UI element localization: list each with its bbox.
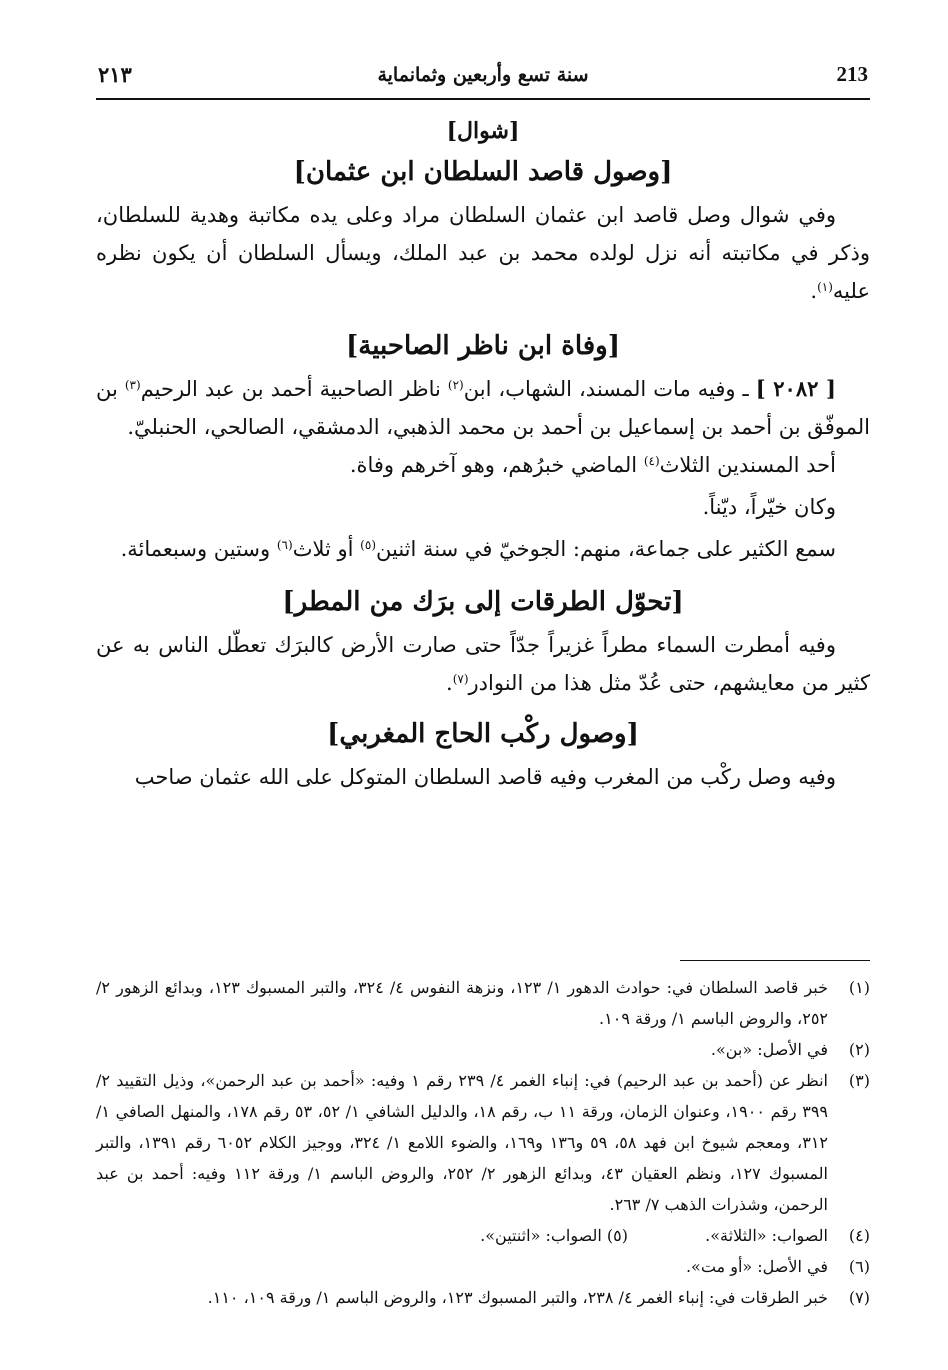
page-header	[96, 58, 870, 98]
running-title: سنة تسع وأربعين وثمانماية	[377, 64, 589, 86]
footnote	[96, 1065, 870, 1220]
footnote-number: (١)	[848, 978, 870, 997]
main-text	[96, 112, 870, 796]
section-heading: [وصول ركْب الحاج المغربي]	[327, 719, 639, 749]
paragraph-text: ناظر الصاحبية أحمد بن عبد الرحيم	[140, 377, 448, 401]
biography-entry	[96, 370, 870, 446]
footnote	[96, 1034, 870, 1065]
footnote-number: (٤)	[848, 1226, 870, 1245]
footnote-text: الصواب: «الثلاثة».	[705, 1226, 828, 1245]
footnote-ref: (٦)	[276, 538, 293, 552]
header-rule	[96, 98, 870, 100]
footnote-number: (٣)	[848, 1071, 870, 1090]
footnote-pair	[96, 1220, 828, 1251]
footnote-ref: (٣)	[124, 378, 141, 392]
paragraph: وفيه وصل ركْب من المغرب وفيه قاصد السلطان المتوكل على الله عثمان صاحب	[134, 765, 836, 789]
paragraph	[96, 530, 870, 568]
page-number-arabic: ٢١٣	[98, 62, 132, 87]
section-heading: [وصول قاصد السلطان ابن عثمان]	[293, 157, 673, 187]
page-number-latin: 213	[836, 62, 868, 86]
month-heading: [شوال]	[446, 118, 520, 144]
footnote-text: في الأصل: «بن».	[710, 1040, 828, 1059]
footnote-ref: (١)	[817, 280, 833, 294]
paragraph-text: سمع الكثير على جماعة، منهم: الجوخيّ في سنة اثنين	[376, 537, 836, 561]
paragraph-text: وفيه أمطرت السماء مطراً غزيراً جدّاً حتى صارت الأرض كالبرَك تعطّل الناس به عن كثير من معايشهم، حتى عُدّ مثل هذا من النوادر	[96, 633, 870, 695]
paragraph	[96, 446, 870, 484]
paragraph-text: بن الموفّق بن أحمد بن إسماعيل بن أحمد بن محمد الذهبي، الدمشقي، الصالحي، الحنبليّ.	[96, 377, 870, 439]
footnote-text: خبر قاصد السلطان في: حوادث الدهور ١/ ١٢٣، ونزهة النفوس ٤/ ٣٢٤، والتبر المسبوك ١٢٣، وبدائع الزهور ٢/ ٢٥٢، والروض الباسم ١/ ورقة ١٠٩.	[96, 978, 829, 1028]
paragraph-text: ـ وفيه مات المسند، الشهاب، ابن	[463, 377, 756, 401]
entry-number: [ ٢٠٨٢ ]	[755, 376, 836, 401]
footnote-ref: (٧)	[452, 672, 469, 686]
paragraph	[96, 626, 870, 702]
footnote-number: (٢)	[848, 1040, 870, 1059]
paragraph-text: الماضي خبرُهم، وهو آخرهم وفاة.	[349, 453, 644, 477]
footnote-rule	[680, 960, 870, 961]
footnote-number: (٥)	[606, 1226, 628, 1245]
section-heading: [تحوّل الطرقات إلى برَك من المطر]	[282, 587, 684, 617]
paragraph: وكان خيّراً، ديّناً.	[702, 495, 836, 519]
section-heading: [وفاة ابن ناظر الصاحبية]	[345, 331, 621, 361]
paragraph-text: أحد المسندين الثلاث	[659, 453, 836, 477]
paragraph-text: وفي شوال وصل قاصد ابن عثمان السلطان مراد وعلى يده مكاتبة وهدية للسلطان، وذكر في مكاتبته أنه نزل لولده محمد بن عبد الملك، ويسأل السلطان أن يكون نظره عليه	[96, 203, 870, 303]
paragraph-text: وستين وسبعمائة.	[120, 537, 277, 561]
paragraph-end: .	[810, 279, 818, 303]
paragraph-text: أو ثلاث	[292, 537, 361, 561]
paragraph-end: .	[446, 671, 453, 695]
footnote	[96, 1251, 870, 1282]
footnote-ref: (٤)	[643, 454, 660, 468]
footnote	[96, 972, 870, 1034]
footnote-ref: (٢)	[447, 378, 464, 392]
footnote-text: الصواب: «اثنتين».	[480, 1226, 602, 1245]
footnote-text: في الأصل: «أو مت».	[685, 1257, 828, 1276]
footnote-number: (٧)	[848, 1288, 870, 1307]
footnote	[96, 1220, 870, 1251]
footnote-number: (٦)	[848, 1257, 870, 1276]
footnote	[96, 1282, 870, 1313]
footnote-text: انظر عن (أحمد بن عبد الرحيم) في: إنباء الغمر ٤/ ٢٣٩ رقم ١ وفيه: «أحمد بن عبد الرحمن»، وذيل التقييد ٢/ ٣٩٩ رقم ١٩٠٠، وعنوان الزمان، ورقة ١١ ب، رقم ١٨، والدليل الشافي ١/ ٥٢، ٥٣ رقم ١٧٨، والمنهل الصافي ١/ ٣١٢، ومعجم شيوخ ابن فهد ٥٨، ٥٩ و١٣٦ و١٦٩، والضوء اللامع ١/ ٣٢٤، ووجيز الكلام ٦٠٥٢ رقم ١٣٩١، والتبر المسبوك ١٢٧، ونظم العقيان ٤٣، وبدائع الزهور ٢/ ٢٥٢، والروض الباسم ١/ ورقة ١١٢ وفيه: أحمد بن عبد الرحمن، وشذرات الذهب ٧/ ٢٦٣.	[96, 1071, 829, 1214]
footnotes	[96, 972, 870, 1313]
paragraph	[96, 196, 870, 310]
footnote-ref: (٥)	[360, 538, 376, 552]
footnote-text: خبر الطرقات في: إنباء الغمر ٤/ ٢٣٨، والتبر المسبوك ١٢٣، والروض الباسم ١/ ورقة ١٠٩، ١١٠.	[207, 1288, 828, 1307]
